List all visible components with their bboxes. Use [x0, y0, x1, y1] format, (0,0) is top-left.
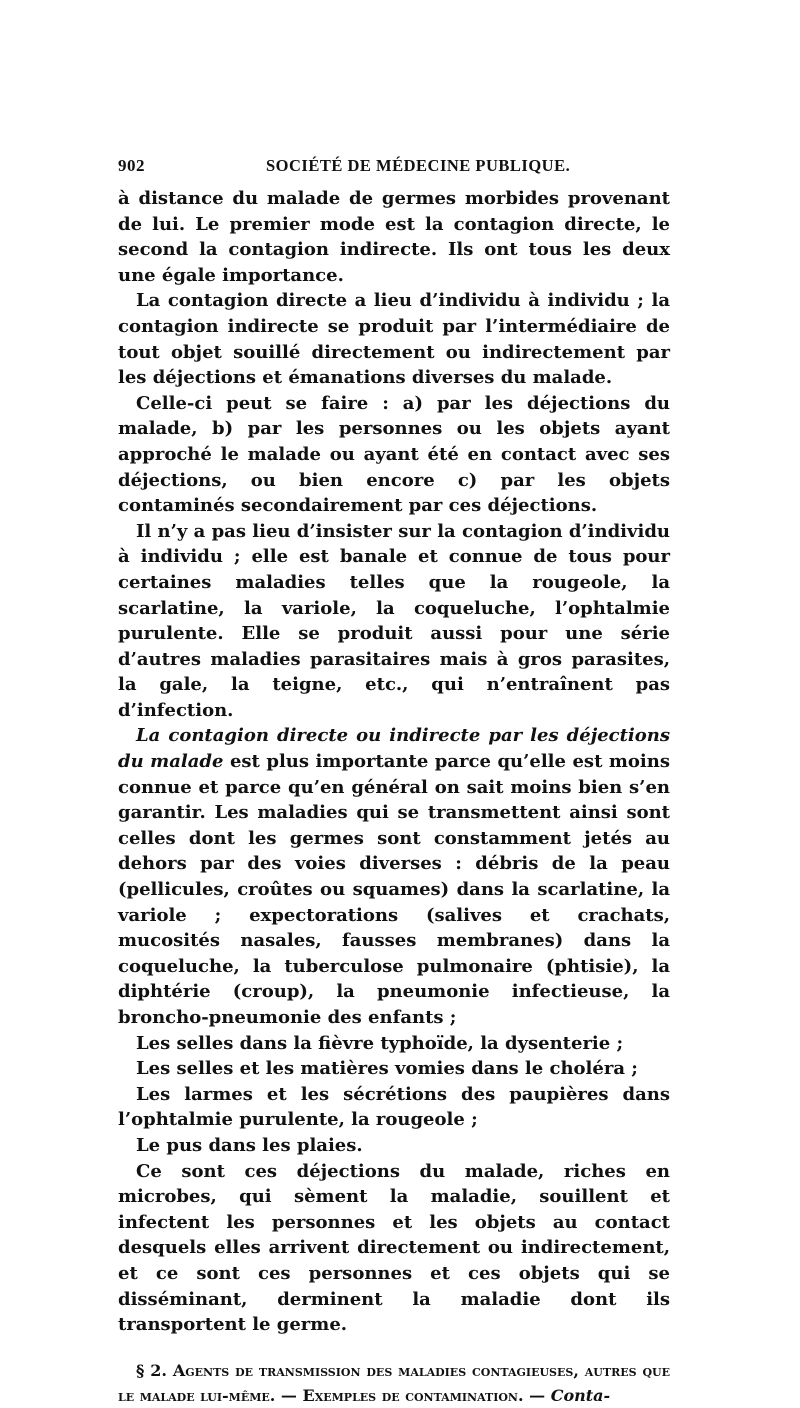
- italic-lead: La contagion directe ou indirecte par les déjections du malade: [118, 725, 670, 773]
- list-line-2: Les selles et les matières vomies dans le choléra ;: [136, 1058, 638, 1080]
- section-heading: [118, 1358, 670, 1408]
- running-title: SOCIÉTÉ DE MÉDECINE PUBLIQUE.: [266, 156, 571, 175]
- paragraph-1: à distance du malade de germes morbides provenant de lui. Le premier mode est la contagion directe, le second la contagion indirecte. Ils ont tous les deux une égale importance.: [118, 188, 670, 286]
- paragraph-5: [118, 723, 670, 1030]
- paragraph-3: Celle-ci peut se faire : a) par les déjections du malade, b) par les personnes ou les objets ayant approché le malade ou ayant été en contact avec ses déjections, ou bien encore c) par les objets contaminés secondairement par ces déjections.: [118, 392, 670, 517]
- page: [118, 150, 670, 1408]
- paragraph-2: La contagion directe a lieu d’individu à individu ; la contagion indirecte se produit par l’intermédiaire de tout objet souillé directement ou indirectement par les déjections et émanations diverses du malade.: [118, 290, 670, 389]
- closing-paragraph: Ce sont ces déjections du malade, riches en microbes, qui sèment la maladie, souillent et infectent les personnes et les objets au contact desquels elles arrivent directement ou indirectement, et ce sont ces personnes et ces objets qui se disséminant, derminent la maladie dont ils transportent le germe.: [118, 1160, 670, 1336]
- body-text: [118, 186, 670, 1338]
- list-line-4: Le pus dans les plaies.: [136, 1134, 363, 1156]
- section-heading-continuation: Conta-: [550, 1385, 611, 1405]
- section-heading-text: § 2. Agents de transmission des maladies contagieuses, autres que le malade lui-même. — Exemples de contamination. —: [118, 1360, 670, 1405]
- list-line-1: Les selles dans la fièvre typhoïde, la dysenterie ;: [136, 1032, 624, 1054]
- page-number: 902: [118, 156, 145, 175]
- running-head: [118, 150, 670, 180]
- paragraph-5-rest: est plus importante parce qu’elle est moins connue et parce qu’en général on sait moins bien s’en garantir. Les maladies qui se transmettent ainsi sont celles dont les germes sont constamment jetés au dehors par des voies diverses : débris de la peau (pellicules, croûtes ou squames) dans la scarlatine, la variole ; expectorations (salives et crachats, mucosités nasales, fausses membranes) dans la coqueluche, la tuberculose pulmonaire (phtisie), la diphtérie (croup), la pneumonie infectieuse, la broncho-pneumonie des enfants ;: [118, 751, 670, 1028]
- paragraph-4: Il n’y a pas lieu d’insister sur la contagion d’individu à individu ; elle est banale et connue de tous pour certaines maladies telles que la rougeole, la scarlatine, la variole, la coqueluche, l’ophtalmie purulente. Elle se produit aussi pour une série d’autres maladies parasitaires mais à gros parasites, la gale, la teigne, etc., qui n’entraînent pas d’infection.: [118, 520, 670, 721]
- list-line-3: Les larmes et les sécrétions des paupières dans l’ophtalmie purulente, la rougeole ;: [118, 1083, 670, 1131]
